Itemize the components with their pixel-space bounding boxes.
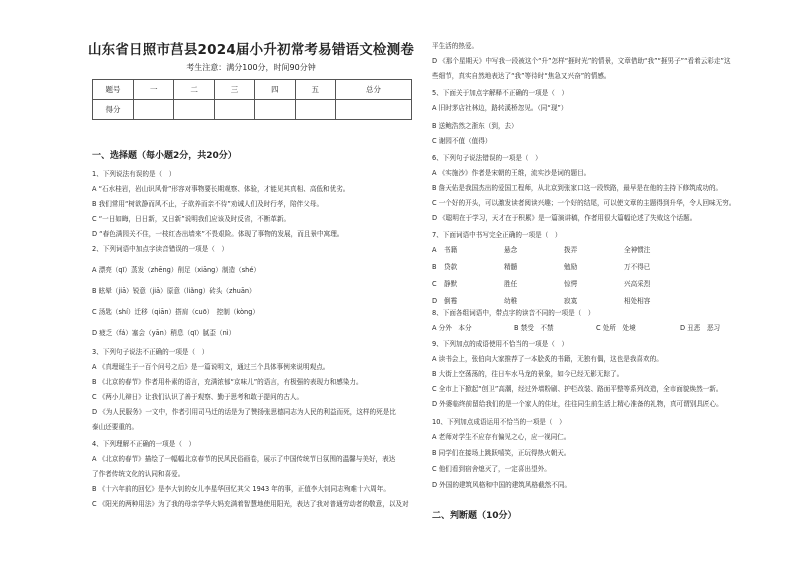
- option-continuation: 了作者传统文化的认同和喜爱。: [92, 470, 185, 478]
- score-input-cell[interactable]: [255, 100, 295, 120]
- question-stem: 1、下列说法有误的是（ ）: [92, 170, 176, 178]
- option: C 《两小儿辩日》让我们认识了善于观察、勤于思考和敢于提问的古人。: [92, 393, 304, 401]
- option: B 同学们在接场上跳跃嘻笑，正玩得热火朝天。: [432, 449, 571, 457]
- question-stem: 7、下面词语中书写完全正确的一项是（ ）: [432, 231, 562, 239]
- section-heading: 二、判断题（10分）: [432, 511, 517, 521]
- option: C 处所 处境: [596, 324, 636, 332]
- option: D 外婆临终前留给我们的是一个家人的住址，往往同生前生活上精心准备的礼物，真可谓别具匠心。: [432, 400, 723, 408]
- word: 悬念: [504, 246, 518, 254]
- word: 兴高采烈: [624, 280, 651, 288]
- option: B 眩晕（jiā）锐意（jiā）原意（liǎng）砖头（zhuān）: [92, 287, 256, 295]
- option-continuation: 泰山还要重的。: [92, 423, 139, 431]
- word: 静默: [444, 280, 458, 288]
- option: D 外国的建筑风格和中国的建筑风格截然不同。: [432, 481, 572, 489]
- score-value-row: [93, 100, 412, 120]
- option: B 詹天佑是我国杰出的爱国工程师，从北京到张家口这一段铁路，最早是在他的主持下修筑成功的。: [432, 184, 723, 192]
- word: 胜任: [504, 280, 518, 288]
- score-input-cell[interactable]: [335, 100, 411, 120]
- word: 拨弄: [564, 246, 578, 254]
- word-row: [432, 263, 684, 271]
- score-cell: 五: [295, 80, 335, 100]
- question-stem: 3、下列句子说法不正确的一项是（ ）: [92, 348, 209, 356]
- option: A 分外 本分: [432, 324, 472, 332]
- question-stem: 6、下列句子说法错误的一项是（ ）: [432, 154, 542, 162]
- option-letter: D: [432, 297, 438, 305]
- option-letter: A: [432, 246, 437, 254]
- word: 惊愕: [564, 280, 578, 288]
- option: A 老师对学生不应存有偏见之心，应一视同仁。: [432, 433, 571, 441]
- word: 寂寞: [564, 297, 578, 305]
- option-continuation: 平生活的热爱。: [432, 42, 479, 50]
- option: A 《真理诞生于一百个问号之后》是一篇说明文，通过三个具体事例来说明观点。: [92, 363, 330, 371]
- option: B 《北京的春节》作者用朴素的语言，充满浓郁“京味儿”的语言，有极强的表现力和感染力。: [92, 378, 363, 386]
- option-letter: B: [432, 263, 437, 271]
- word: 书籍: [444, 246, 458, 254]
- question-stem: 5、下面关于加点字解释不正确的一项是（ ）: [432, 89, 569, 97]
- word-row: [432, 297, 684, 305]
- option: A 读书会上，张伯向大家推荐了一本脍炙的书籍，无独有偶，这也是我喜欢的。: [432, 355, 663, 363]
- word: 精髓: [504, 263, 518, 271]
- score-input-cell[interactable]: [295, 100, 335, 120]
- option: B 《十六年前的回忆》是李大钊的女儿李星华回忆其父 1943 年的事，正值李大钊同志殉难十六周年。: [92, 485, 390, 493]
- option: D 《那个星期天》中写我一段被这个“升”怎样“捱时光”的情景，文章借助“我”“捱男子”“看着云彩走”这: [432, 57, 731, 65]
- score-table: [92, 79, 412, 120]
- exam-title: 山东省日照市莒县2024届小升初常考易错语文检测卷: [87, 42, 415, 58]
- word: 相处相容: [624, 297, 651, 305]
- option: C 全市上下掀起“创卫”高潮，经过外墙粉刷、护栏改装、路面平整等系列改造，全市面貌焕然一新。: [432, 385, 723, 393]
- score-cell: 三: [214, 80, 254, 100]
- option: D 疲乏（fá）塞会（yān）稍息（qī）腻歪（nì）: [92, 329, 236, 337]
- score-label-cell: 得分: [93, 100, 134, 120]
- option: C 一个好的开头，可以激发读者阅读兴趣；一个好的结尾，可以使文章的主题得到升华，令人回味无穷。: [432, 199, 736, 207]
- option: A 《北京的春节》描绘了一幅幅北京春节的民风民俗画卷，展示了中国传统节日氛围的温馨与美好，表达: [92, 455, 396, 463]
- option: A “石水桂岩，岩山识风骨”形容对事物要长期观察、体验，才能见其真相、高低和优劣。: [92, 185, 350, 193]
- option: B 禁受 不禁: [514, 324, 554, 332]
- score-cell: 二: [174, 80, 214, 100]
- score-header-row: [93, 80, 412, 100]
- option-continuation: 些细节，真实自然地表达了“我”等待时“焦急又兴奋”的情感。: [432, 72, 611, 80]
- option-letter: C: [432, 280, 437, 288]
- option: D “春色满园关不住，一枝红杏出墙来”不畏艰险。体现了事物的发展，而且景中寓理。: [92, 230, 344, 238]
- word-row: [432, 280, 684, 288]
- option: A 《实施沙》作者是宋朝的王维，流实沙是词的题目。: [432, 169, 591, 177]
- word: 全神惯注: [624, 246, 651, 254]
- option: A 漂亮（qī）蒸发（zhēng）削足（xiāng）制造（shé）: [92, 266, 260, 274]
- question-stem: 8、下面各组词语中，带点字的读音不同的一项是（ ）: [432, 309, 595, 317]
- word: 倒霉: [444, 297, 458, 305]
- option: A 旧时茅店社林边，路转溪桥忽见。（同“现”）: [432, 104, 568, 112]
- score-input-cell[interactable]: [134, 100, 174, 120]
- score-input-cell[interactable]: [174, 100, 214, 120]
- score-cell: 题号: [93, 80, 134, 100]
- word: 贷款: [444, 263, 458, 271]
- score-cell: 总分: [335, 80, 411, 100]
- option: D 《为人民服务》一文中，作者引用司马迁的话是为了赞扬张思德同志为人民的利益而死，这样的死是比: [92, 408, 396, 416]
- word-row: [432, 246, 684, 254]
- option: C 《阳光的两种用法》为了我的母亲学华大妈充满着智慧地使用阳光，表达了我对普通劳动者的敬意，以及对: [92, 500, 409, 508]
- word: 万不得已: [624, 263, 651, 271]
- option: C 谢园不值（值得）: [432, 137, 492, 145]
- question-stem: 10、下列加点成语运用不恰当的一项是（ ）: [432, 418, 566, 426]
- word: 幼稚: [504, 297, 518, 305]
- option: B 送鲍浩然之浙东（到，去）: [432, 122, 518, 130]
- word: 勉励: [564, 263, 578, 271]
- option: C “一日如晦，日日新，又日新”说明我们应该及时反省，不断革新。: [92, 215, 291, 223]
- question-stem: 2、下列词语中加点字读音错误的一项是（ ）: [92, 245, 229, 253]
- exam-note: 考生注意：满分100分，时间90分钟: [186, 63, 316, 72]
- question-stem: 9、下列加点的成语使用不恰当的一项是（ ）: [432, 340, 569, 348]
- section-heading: 一、选择题（每小题2分，共20分）: [92, 151, 237, 161]
- score-cell: 一: [134, 80, 174, 100]
- option: D 《聪明在于学习，天才在于积累》是一篇演讲稿，作者用很大篇幅论述了失败这个话题。: [432, 214, 697, 222]
- score-cell: 四: [255, 80, 295, 100]
- option: B 大街上空荡荡的，往日车水马龙的景象，如今已经无影无踪了。: [432, 370, 624, 378]
- score-input-cell[interactable]: [214, 100, 254, 120]
- option: B 我们常用“树欲静而风不止，子欲养而亲不待”劝诫人们及时行孝，陪伴父母。: [92, 200, 324, 208]
- question-stem: 4、下列理解不正确的一项是（ ）: [92, 440, 196, 448]
- option: C 汤匙（shí）迁移（qiān）搭肩（cuō） 控制（kòng）: [92, 308, 259, 316]
- option: D 丑恶 恶习: [680, 324, 721, 332]
- option: C 他们看到宿舍熄灭了，一定喜出望外。: [432, 465, 551, 473]
